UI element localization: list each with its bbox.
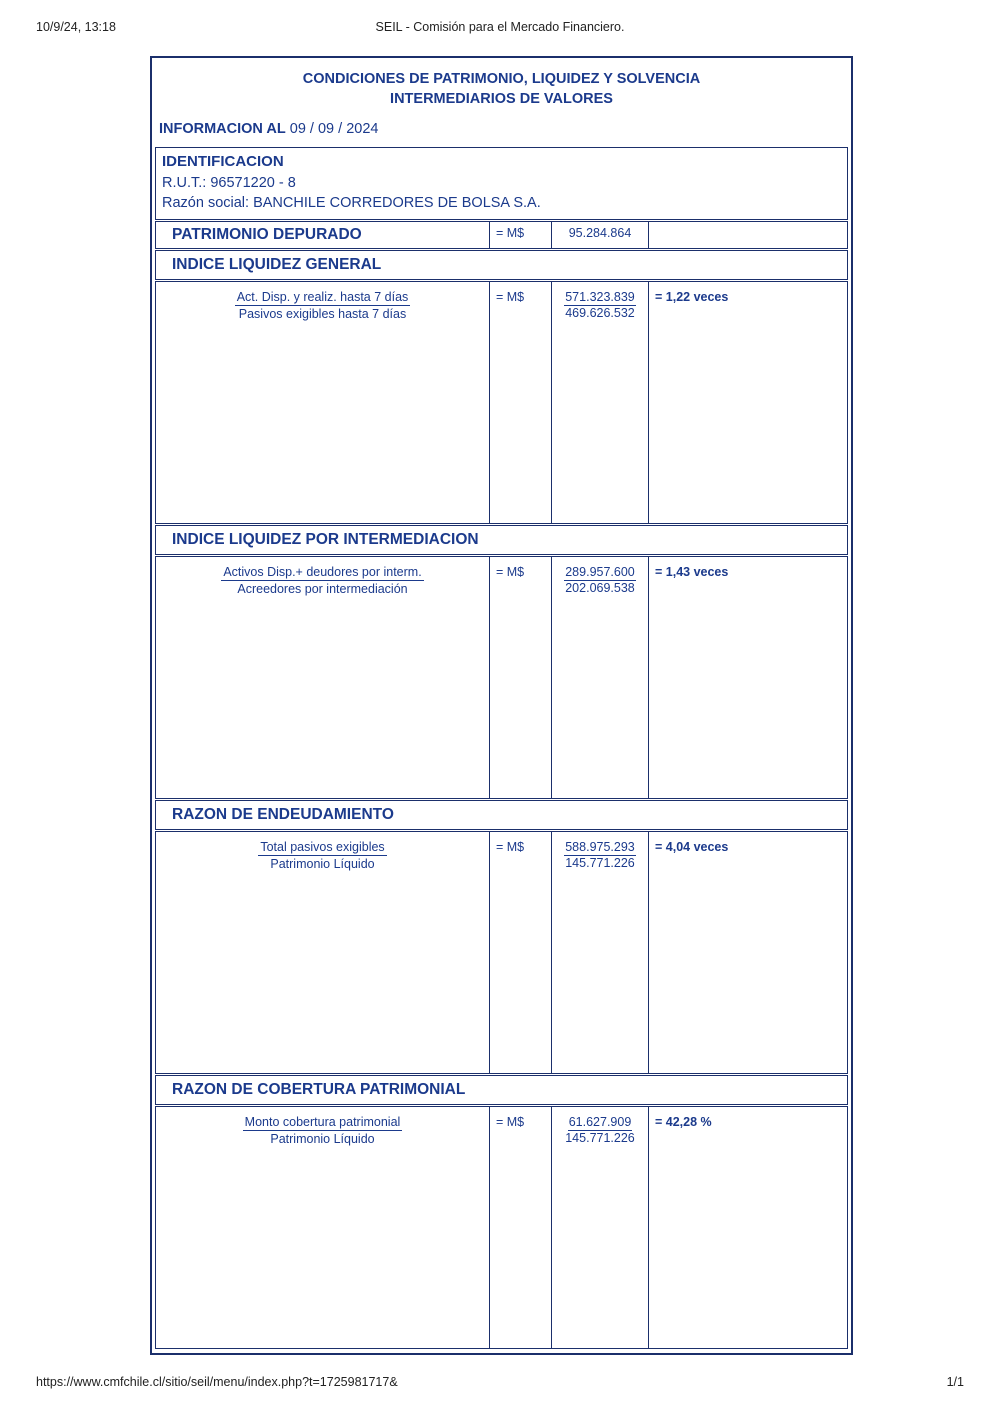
- ratio-unit: = M$: [490, 832, 552, 1073]
- ratio-denominator-label: Acreedores por intermediación: [237, 582, 408, 597]
- ratio-block-razon-cobertura: [155, 1106, 848, 1349]
- ratio-unit: = M$: [490, 1107, 552, 1348]
- print-footer: [0, 1375, 1000, 1393]
- ratio-block-liquidez-general: [155, 281, 848, 524]
- ratio-numerator-label: Total pasivos exigibles: [258, 840, 386, 857]
- ratio-denominator-value: 145.771.226: [565, 1131, 635, 1146]
- ratio-unit: = M$: [490, 282, 552, 523]
- ratio-numerator-value: 289.957.600: [564, 565, 636, 582]
- ratio-numerator-label: Activos Disp.+ deudores por interm.: [221, 565, 423, 582]
- ratio-values: [552, 557, 649, 798]
- identification-block: [155, 147, 848, 220]
- ratio-denominator-value: 202.069.538: [565, 581, 635, 596]
- ratio-formula: [156, 1107, 490, 1348]
- patrimonio-depurado-label: PATRIMONIO DEPURADO: [156, 222, 490, 248]
- ratio-result: = 4,04 veces: [655, 839, 729, 854]
- patrimonio-depurado-unit: = M$: [490, 222, 552, 248]
- print-page-title: SEIL - Comisión para el Mercado Financiero.: [375, 20, 625, 34]
- ratio-numerator-label: Monto cobertura patrimonial: [243, 1115, 403, 1132]
- ratio-denominator-value: 145.771.226: [565, 856, 635, 871]
- ratio-formula: [156, 282, 490, 523]
- ratio-result: = 1,22 veces: [655, 289, 729, 304]
- identification-razon-social: Razón social: BANCHILE CORREDORES DE BOLSA S.A.: [162, 194, 541, 211]
- ratio-result: = 1,43 veces: [655, 564, 729, 579]
- information-date-line: [155, 115, 848, 147]
- information-date-value: 09 / 09 / 2024: [289, 121, 379, 138]
- report-title-line-2: INTERMEDIARIOS DE VALORES: [390, 90, 613, 107]
- print-page-number: 1/1: [946, 1375, 964, 1389]
- identification-heading: IDENTIFICACION: [162, 153, 284, 171]
- section-heading-liquidez-general: INDICE LIQUIDEZ GENERAL: [155, 250, 848, 280]
- ratio-block-razon-endeudamiento: [155, 831, 848, 1074]
- section-heading-razon-endeudamiento: RAZON DE ENDEUDAMIENTO: [155, 800, 848, 830]
- print-url: https://www.cmfchile.cl/sitio/seil/menu/index.php?t=1725981717&: [36, 1375, 398, 1389]
- ratio-numerator-value: 61.627.909: [568, 1115, 633, 1132]
- ratio-denominator-label: Patrimonio Líquido: [270, 1132, 375, 1147]
- ratio-values: [552, 282, 649, 523]
- patrimonio-depurado-result: [649, 222, 847, 248]
- identification-rut: R.U.T.: 96571220 - 8: [162, 174, 296, 191]
- ratio-denominator-label: Pasivos exigibles hasta 7 días: [238, 307, 407, 322]
- print-datetime: 10/9/24, 13:18: [36, 20, 116, 34]
- ratio-values: [552, 832, 649, 1073]
- ratio-result: = 42,28 %: [655, 1114, 712, 1129]
- report-title-line-1: CONDICIONES DE PATRIMONIO, LIQUIDEZ Y SOLVENCIA: [302, 71, 701, 87]
- ratio-formula: [156, 557, 490, 798]
- information-date-label: INFORMACION AL: [159, 121, 286, 138]
- ratio-unit: = M$: [490, 557, 552, 798]
- ratio-denominator-value: 469.626.532: [565, 306, 635, 321]
- patrimonio-depurado-amount: 95.284.864: [552, 222, 649, 248]
- report-title: [155, 62, 848, 115]
- print-header: [0, 20, 1000, 38]
- ratio-numerator-value: 588.975.293: [564, 840, 636, 857]
- ratio-values: [552, 1107, 649, 1348]
- section-heading-razon-cobertura: RAZON DE COBERTURA PATRIMONIAL: [155, 1075, 848, 1105]
- report-document: [150, 56, 853, 1355]
- ratio-numerator-label: Act. Disp. y realiz. hasta 7 días: [235, 290, 411, 307]
- ratio-numerator-value: 571.323.839: [564, 290, 636, 307]
- ratio-denominator-label: Patrimonio Líquido: [270, 857, 375, 872]
- patrimonio-depurado-row: [155, 221, 848, 249]
- section-heading-liquidez-intermediacion: INDICE LIQUIDEZ POR INTERMEDIACION: [155, 525, 848, 555]
- ratio-formula: [156, 832, 490, 1073]
- ratio-block-liquidez-intermediacion: [155, 556, 848, 799]
